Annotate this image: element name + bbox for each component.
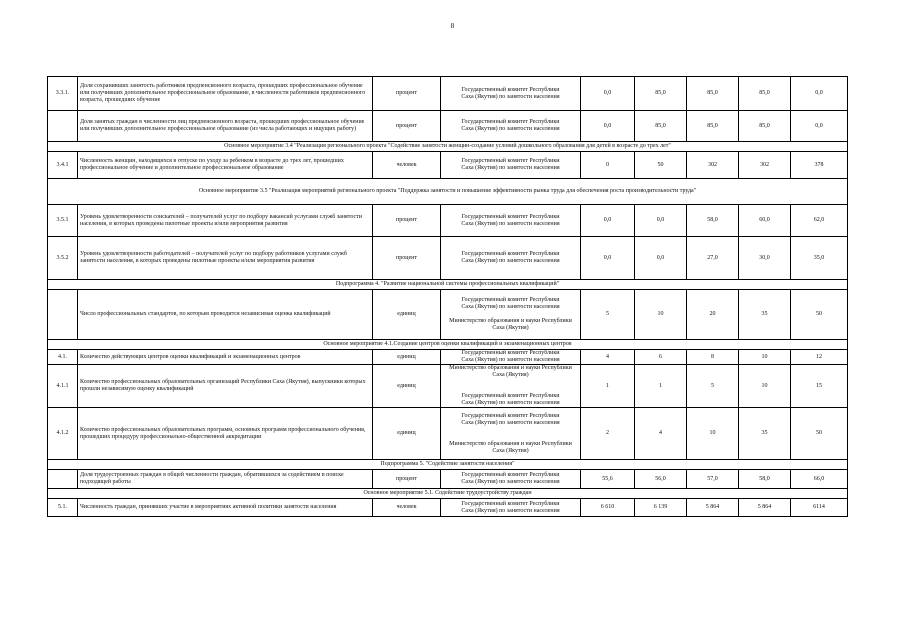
value-cell: 302: [739, 152, 791, 179]
value-cell: 55,6: [581, 470, 635, 489]
value-cell: 6 610: [581, 499, 635, 517]
unit-cell: единиц: [373, 408, 441, 460]
value-cell: 2: [581, 408, 635, 460]
indicator-name: Численность женщин, находящихся в отпуске по уходу за ребенком в возрасте до трех лет, прошедших профессиональное обучение и дополнительное профессиональное образование: [78, 152, 373, 179]
value-cell: 0,0: [635, 237, 687, 280]
indicator-number: [48, 290, 78, 340]
indicator-name: Доля занятых граждан в численности лиц предпенсионного возраста, прошедших профессиональное обучение или получивших дополнительное профессиональное образование (из числа работающих и ищущих работу): [78, 111, 373, 142]
value-cell: 5: [687, 365, 739, 408]
indicators-table: [47, 76, 848, 517]
value-cell: 58,0: [739, 470, 791, 489]
org-line: Саха (Якутия) по занятости населения: [461, 479, 560, 485]
org-spacer: [443, 427, 578, 441]
value-cell: 66,0: [791, 470, 848, 489]
section-title: Основное мероприятие 3.4 "Реализация регионального проекта "Содействие занятости женщин-создание условий дошкольного образования для детей в возрасте до трех лет": [48, 142, 848, 152]
indicator-name: Количество действующих центров оценки квалификаций и экзаменационных центров: [78, 350, 373, 365]
indicator-number: 3.5.2: [48, 237, 78, 280]
value-cell: 30,0: [739, 237, 791, 280]
value-cell: 0,0: [581, 205, 635, 237]
org-line: Министерство образования и науки Республики: [449, 318, 572, 324]
org-line: Государственный комитет Республики: [461, 158, 560, 164]
value-cell: 15: [791, 365, 848, 408]
page-number: 8: [450, 22, 455, 30]
value-cell: 0,0: [791, 111, 848, 142]
unit-cell: процент: [373, 470, 441, 489]
section-title: Основное мероприятие 4.1.Создание центров оценки квалификаций и экзаменационных центров: [48, 340, 848, 350]
indicator-number: 3.4.1: [48, 152, 78, 179]
value-cell: 10: [739, 365, 791, 408]
table-row: [48, 152, 848, 179]
org-line: Саха (Якутия) по занятости населения: [461, 507, 560, 514]
value-cell: 0,0: [635, 205, 687, 237]
unit-cell: единиц: [373, 365, 441, 408]
org-line: Саха (Якутия) по занятости населения: [461, 357, 560, 363]
unit-cell: процент: [373, 237, 441, 280]
value-cell: 50: [791, 290, 848, 340]
section-row: [48, 460, 848, 470]
value-cell: 8: [687, 350, 739, 365]
value-cell: 85,0: [739, 111, 791, 142]
value-cell: 56,0: [635, 470, 687, 489]
indicator-number: [48, 111, 78, 142]
value-cell: 60,0: [739, 205, 791, 237]
indicator-name: Число профессиональных стандартов, по которым проводится независимая оценка квалификаций: [78, 290, 373, 340]
table-row: [48, 237, 848, 280]
section-row: [48, 142, 848, 152]
responsible-org-cell: [441, 111, 581, 142]
indicator-name: Количество профессиональных образовательных организаций Республики Саха (Якутия), выпускники которых прошли независимую оценку квалификаций: [78, 365, 373, 408]
indicator-name: Доля сохранивших занятость работников предпенсионного возраста, прошедших профессиональное обучение или получивших дополнительное профессиональное образование, в численности работников предпенсионного возраста, прошедших обучение: [78, 77, 373, 111]
indicator-number: 5.1.: [48, 499, 78, 517]
table-row: [48, 111, 848, 142]
table-row: [48, 350, 848, 365]
org-line: Министерство образования и науки Республики: [449, 365, 572, 371]
section-row: [48, 179, 848, 205]
table-row: [48, 205, 848, 237]
value-cell: 0,0: [581, 77, 635, 111]
unit-cell: процент: [373, 111, 441, 142]
section-row: [48, 280, 848, 290]
responsible-org-cell: [441, 77, 581, 111]
value-cell: 0,0: [581, 237, 635, 280]
table-row: [48, 365, 848, 408]
section-title: Основное мероприятие 5.1. Содействие трудоустройству граждан: [48, 489, 848, 499]
indicator-name: Уровень удовлетворенности работодателей – получателей услуг по подбору работников услугами служб занятости населения, в которых проведены пилотные проекты и/или мероприятия развития: [78, 237, 373, 280]
table-row: [48, 290, 848, 340]
value-cell: 6: [635, 350, 687, 365]
org-line: Саха (Якутия) по занятости населения: [461, 220, 560, 227]
org-line: Государственный комитет Республики: [461, 297, 560, 303]
value-cell: 85,0: [635, 111, 687, 142]
org-line: Государственный комитет Республики: [461, 213, 560, 220]
org-line: Государственный комитет Республики: [461, 500, 560, 507]
value-cell: 6114: [791, 499, 848, 517]
value-cell: 302: [687, 152, 739, 179]
org-line: Государственный комитет Республики: [461, 393, 560, 399]
org-line: Государственный комитет Республики: [461, 251, 560, 257]
org-spacer: [443, 379, 578, 393]
org-line: Саха (Якутия) по занятости населения: [461, 126, 560, 132]
value-cell: 35: [739, 408, 791, 460]
value-cell: 10: [635, 290, 687, 340]
indicator-number: [48, 470, 78, 489]
unit-cell: процент: [373, 77, 441, 111]
responsible-org-cell: [441, 499, 581, 517]
value-cell: 1: [581, 365, 635, 408]
unit-cell: единиц: [373, 350, 441, 365]
section-title: Подпрограмма 4. "Развитие национальной системы профессиональных квалификаций": [48, 280, 848, 290]
value-cell: 50: [635, 152, 687, 179]
table-row: [48, 470, 848, 489]
unit-cell: человек: [373, 499, 441, 517]
value-cell: 0,0: [581, 111, 635, 142]
value-cell: 10: [687, 408, 739, 460]
responsible-org-cell: [441, 408, 581, 460]
section-title: Подпрограмма 5. "Содействие занятости населения": [48, 460, 848, 470]
responsible-org-cell: [441, 350, 581, 365]
org-line: Саха (Якутия) по занятости населения: [461, 258, 560, 264]
value-cell: 27,0: [687, 237, 739, 280]
org-line: Государственный комитет Республики: [461, 472, 560, 478]
org-spacer: [443, 311, 578, 318]
value-cell: 4: [635, 408, 687, 460]
value-cell: 4: [581, 350, 635, 365]
value-cell: 378: [791, 152, 848, 179]
unit-cell: человек: [373, 152, 441, 179]
value-cell: 50: [791, 408, 848, 460]
org-line: Саха (Якутия): [492, 372, 529, 378]
org-line: Саха (Якутия): [492, 325, 529, 331]
table-row: [48, 499, 848, 517]
indicator-number: 4.1.: [48, 350, 78, 365]
section-row: [48, 340, 848, 350]
value-cell: 85,0: [739, 77, 791, 111]
org-line: Саха (Якутия) по занятости населения: [461, 93, 560, 100]
value-cell: 5: [581, 290, 635, 340]
value-cell: 0: [581, 152, 635, 179]
indicator-number: 4.1.2: [48, 408, 78, 460]
indicator-number: 3.3.1.: [48, 77, 78, 111]
org-line: Министерство образования и науки Республики: [449, 440, 572, 447]
responsible-org-cell: [441, 290, 581, 340]
value-cell: 85,0: [687, 77, 739, 111]
value-cell: 0,0: [791, 77, 848, 111]
responsible-org-cell: [441, 205, 581, 237]
value-cell: 57,0: [687, 470, 739, 489]
org-line: Саха (Якутия) по занятости населения: [461, 165, 560, 171]
value-cell: 12: [791, 350, 848, 365]
table-row: [48, 77, 848, 111]
responsible-org-cell: [441, 152, 581, 179]
indicator-name: Количество профессиональных образовательных программ, основных программ профессионального обучения, прошедших процедуру профессионально-общественной аккредитации: [78, 408, 373, 460]
indicator-number: 3.5.1: [48, 205, 78, 237]
responsible-org-cell: [441, 237, 581, 280]
value-cell: 20: [687, 290, 739, 340]
value-cell: 10: [739, 350, 791, 365]
indicator-number: 4.1.1: [48, 365, 78, 408]
indicator-name: Доля трудоустроенных граждан в общей численности граждан, обратившихся за содействием в поиске подходящей работы: [78, 470, 373, 489]
org-line: Государственный комитет Республики: [461, 412, 560, 419]
unit-cell: процент: [373, 205, 441, 237]
value-cell: 6 139: [635, 499, 687, 517]
section-title: Основное мероприятие 3.5 "Реализация мероприятий регионального проекта "Поддержка занятости и повышение эффективности рынка труда для обеспечения роста производительности труда": [48, 179, 848, 205]
value-cell: 58,0: [687, 205, 739, 237]
responsible-org-cell: [441, 365, 581, 408]
value-cell: 35: [739, 290, 791, 340]
value-cell: 62,0: [791, 205, 848, 237]
org-line: Саха (Якутия) по занятости населения: [461, 419, 560, 426]
indicator-name: Численность граждан, принявших участие в мероприятиях активной политики занятости населения: [78, 499, 373, 517]
unit-cell: единиц: [373, 290, 441, 340]
org-line: Государственный комитет Республики: [461, 350, 560, 356]
section-row: [48, 489, 848, 499]
org-line: Саха (Якутия): [492, 447, 529, 454]
org-line: Саха (Якутия) по занятости населения: [461, 400, 560, 406]
org-line: Саха (Якутия) по занятости населения: [461, 304, 560, 310]
org-line: Государственный комитет Республики: [461, 119, 560, 125]
org-line: Государственный комитет Республики: [461, 86, 560, 93]
value-cell: 1: [635, 365, 687, 408]
responsible-org-cell: [441, 470, 581, 489]
value-cell: 35,0: [791, 237, 848, 280]
value-cell: 5 864: [687, 499, 739, 517]
value-cell: 5 864: [739, 499, 791, 517]
indicator-name: Уровень удовлетворенности соискателей – получателей услуг по подбору вакансий услугами служб занятости населения, в которых проведены пилотные проекты и/или мероприятия развития: [78, 205, 373, 237]
table-row: [48, 408, 848, 460]
value-cell: 85,0: [635, 77, 687, 111]
value-cell: 85,0: [687, 111, 739, 142]
